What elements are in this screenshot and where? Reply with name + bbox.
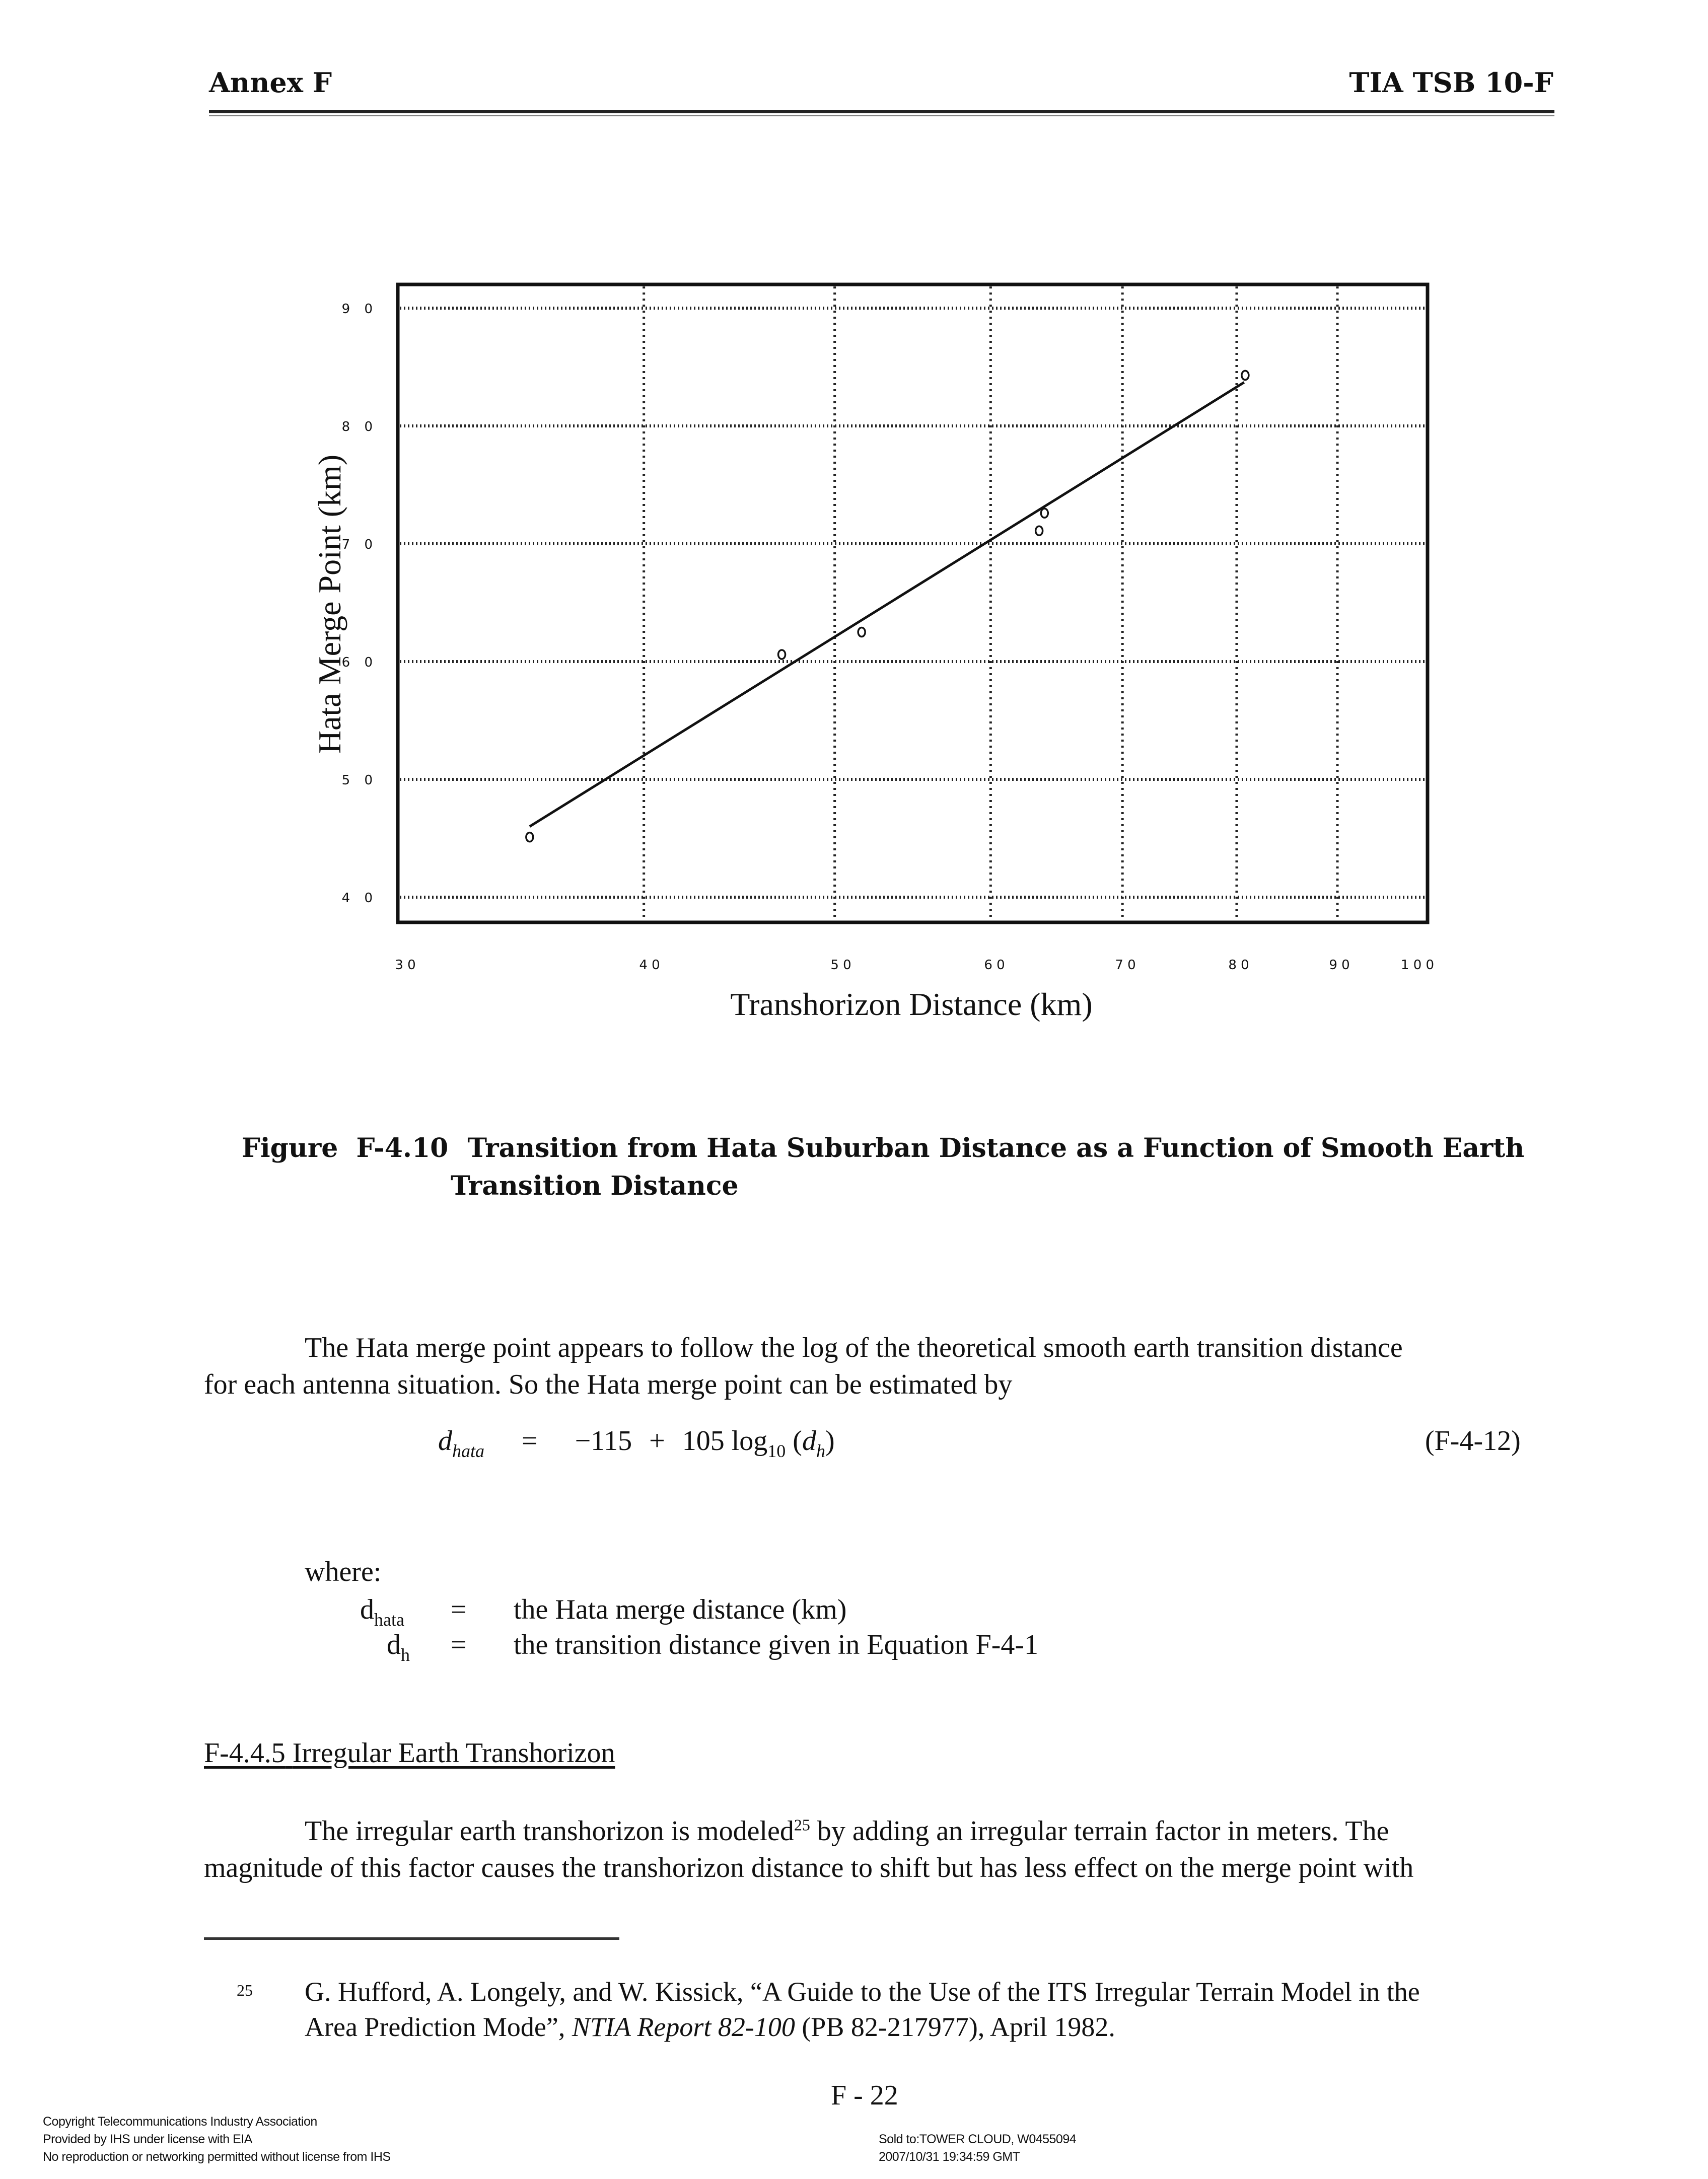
x-axis-title: Transhorizon Distance (km) [730, 986, 1093, 1022]
figure-caption [242, 1133, 1524, 1164]
figure-title-line1: Transition from Hata Suburban Distance as a Function of Smooth Earth [467, 1133, 1525, 1164]
definition-text: the transition distance given in Equation F-4-1 [514, 1629, 1039, 1660]
x-tick-label: 4 0 [639, 958, 660, 973]
footnote-line-1: G. Hufford, A. Longely, and W. Kissick, “A Guide to the Use of the ITS Irregular Terrain Model in the [305, 1977, 1420, 2007]
footnote-ref[interactable]: 25 [794, 1815, 810, 1834]
x-tick-label: 6 0 [984, 958, 1005, 973]
page-number: F - 22 [831, 2080, 898, 2111]
y-tick-label: 7 0 [341, 537, 378, 552]
definition-d-h: $d_h$ [387, 1629, 410, 1665]
definition-equals: = [451, 1629, 467, 1660]
figure-number: Figure F-4.10 [242, 1133, 449, 1164]
paragraph-2-line-1: The irregular earth transhorizon is modeled$^{25}$ by adding an irregular terrain factor in meters. The [305, 1815, 1389, 1847]
x-tick-label: 7 0 [1115, 958, 1136, 973]
footnote-line-2: Area Prediction Mode”, NTIA Report 82-100 (PB 82-217977), April 1982. [305, 2012, 1115, 2042]
chart-plot [0, 0, 1708, 1057]
y-tick-label: 6 0 [341, 655, 378, 670]
legal-left-3: No reproduction or networking permitted without license from IHS [43, 2150, 391, 2164]
x-tick-label: 3 0 [395, 958, 416, 973]
legal-left-1: Copyright Telecommunications Industry Association [43, 2115, 317, 2129]
plot-frame [398, 284, 1428, 922]
legal-right-1: Sold to:TOWER CLOUD, W0455094 [879, 2132, 1077, 2146]
definition-equals: = [451, 1594, 467, 1625]
data-point-marker [778, 650, 786, 659]
equation-number: (F-4-12) [1425, 1425, 1521, 1457]
legal-left-2: Provided by IHS under license with EIA [43, 2132, 252, 2146]
fit-line [530, 382, 1244, 826]
equation-f-4-12: $d_{hata} = -115 + 105$ $\log_{10} (d_h)$ [438, 1425, 835, 1461]
y-tick-label: 8 0 [341, 419, 378, 434]
figure-title-line2: Transition Distance [451, 1171, 739, 1201]
legal-right-2: 2007/10/31 19:34:59 GMT [879, 2150, 1020, 2164]
paragraph-1-line-1: The Hata merge point appears to follow the log of the theoretical smooth earth transition distance [305, 1332, 1403, 1363]
paragraph-1-line-2: for each antenna situation. So the Hata merge point can be estimated by [204, 1369, 1013, 1400]
header-left: Annex F [209, 66, 332, 99]
y-axis-title: Hata Merge Point (km) [312, 454, 347, 754]
x-tick-label: 9 0 [1329, 958, 1350, 973]
header-right: TIA TSB 10-F [1349, 66, 1553, 99]
data-point-marker [1036, 526, 1043, 535]
definition-text: the Hata merge distance (km) [514, 1594, 847, 1625]
footnote-number: 25 [237, 1981, 253, 1999]
data-point-marker [1242, 371, 1249, 380]
y-tick-label: 9 0 [341, 302, 378, 317]
paragraph-2-line-2: magnitude of this factor causes the transhorizon distance to shift but has less effect on the merge point with [204, 1852, 1414, 1883]
data-point-marker [526, 833, 533, 842]
x-tick-label: 5 0 [830, 958, 851, 973]
where-label: where: [305, 1556, 382, 1587]
y-tick-label: 5 0 [341, 773, 378, 788]
definition-d-hata: $d_{hata}$ [360, 1594, 404, 1630]
footnote-rule [204, 1937, 619, 1940]
chart [0, 0, 1708, 1057]
x-tick-label: 8 0 [1228, 958, 1249, 973]
data-point-marker [858, 628, 865, 637]
data-point-marker [1041, 509, 1048, 518]
y-tick-label: 4 0 [341, 891, 378, 906]
x-tick-label: 1 0 0 [1400, 958, 1435, 973]
section-heading: F-4.4.5 Irregular Earth Transhorizon [204, 1737, 615, 1769]
